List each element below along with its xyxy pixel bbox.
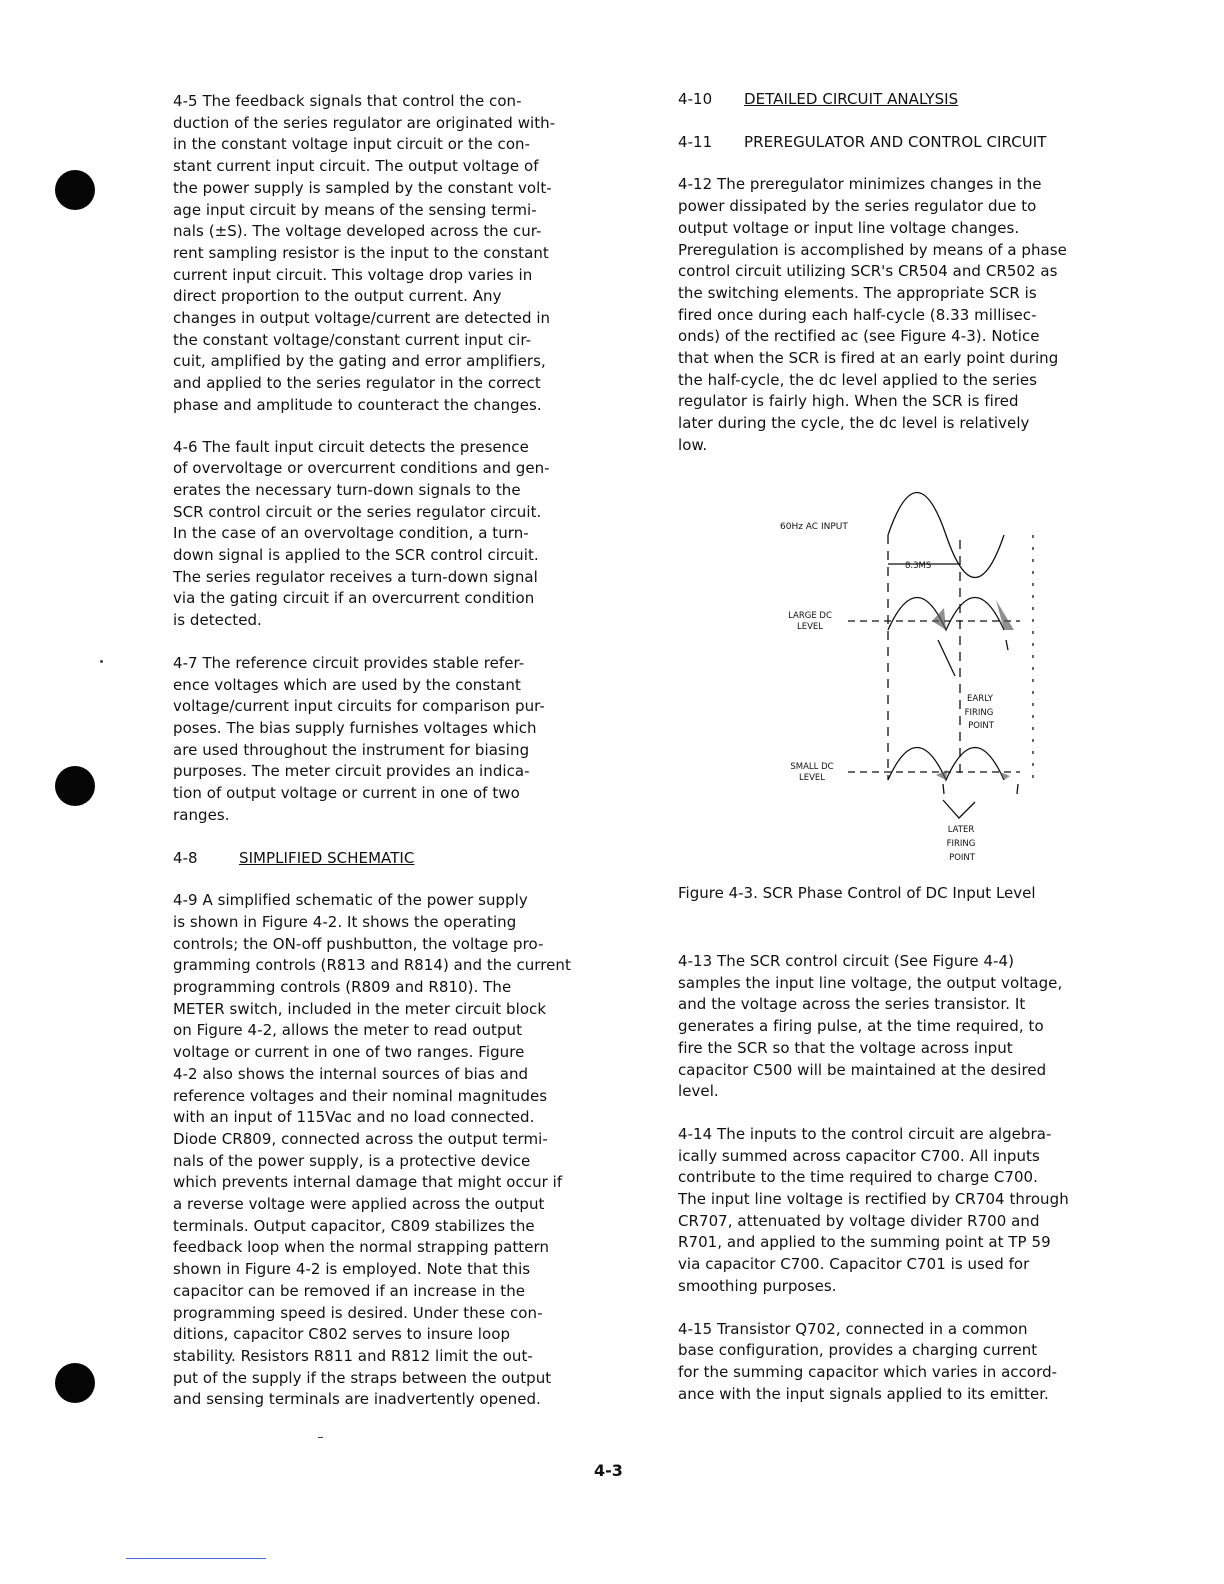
large-dc-waveform <box>888 598 1004 631</box>
section-heading-4-10: 4-10 DETAILED CIRCUIT ANALYSIS <box>678 90 959 108</box>
small-dc-label-1: SMALL DC <box>790 762 834 772</box>
later-label-3: POINT <box>949 853 975 863</box>
ac-input-label: 60Hz AC INPUT <box>780 522 848 532</box>
paragraph-4-14: 4-14 The inputs to the control circuit are algebra- ically summed across capacitor C700. All inputs contribute to the time required to charge C700. The input line voltage is rectified by CR704 through CR707, attenuated by voltage divider R700 and R701, and applied to the summing point at TP 59 via capacitor C700. Capacitor C701 is used for smoothing purposes. <box>678 1124 1069 1295</box>
binder-hole-middle <box>55 766 95 806</box>
section-heading-4-8: 4-8 SIMPLIFIED SCHEMATIC <box>173 848 415 867</box>
section-heading-4-11: 4-11 PREREGULATOR AND CONTROL CIRCUIT <box>678 132 1047 151</box>
paragraph-4-6: 4-6 The fault input circuit detects the presence of overvoltage or overcurrent conditions and gen- erates the necessary turn-down signals to the SCR control circuit or the series regulator circuit. In the case of an overvoltage condition, a turn- down signal is applied to the SCR control circuit. The series regulator receives a turn-down signal via the gating circuit if an overcurrent condition is detected. <box>173 437 550 630</box>
page-number: 4-3 <box>594 1461 623 1480</box>
large-dc-shade-1 <box>932 608 946 630</box>
early-label-2: FIRING <box>964 708 994 718</box>
left-column <box>173 91 633 1411</box>
later-firing-pointer <box>943 800 975 818</box>
right-column-lower <box>678 951 1168 1405</box>
large-dc-label-1: LARGE DC <box>788 611 832 621</box>
paragraph-4-12: 4-12 The preregulator minimizes changes in the power dissipated by the series regulator due to output voltage or input line voltage changes. Preregulation is accomplished by means of a phase control circuit utilizing SCR's CR504 and CR502 as the switching elements. The appropriate SCR is fired once during each half-cycle (8.33 millisec- onds) of the rectified ac (see Figure 4-3). Notice that when the SCR is fired at an early point during the half-cycle, the dc level applied to the series regulator is fairly high. When the SCR is fired later during the cycle, the dc level is relatively low. <box>678 175 1067 454</box>
binder-hole-bottom <box>55 1363 95 1403</box>
later-label-2: FIRING <box>946 839 976 849</box>
small-dc-label-2: LEVEL <box>798 773 826 783</box>
scan-speck <box>318 1437 323 1438</box>
period-label: 8.3MS <box>905 561 932 571</box>
scan-speck <box>100 660 103 663</box>
scr-phase-diagram <box>770 480 1070 870</box>
paragraph-4-5: 4-5 The feedback signals that control the con- duction of the series regulator are originated with- in the constant voltage input circuit or the con- stant current input circuit. The output voltage of the power supply is sampled by the constant volt- age input circuit by means of the sensing termi- nals (±S). The voltage developed across the cur- rent sampling resistor is the input to the constant current input circuit. This voltage drop varies in direct proportion to the output current. Any changes in output voltage/current are detected in the constant voltage/constant current input cir- cuit, amplified by the gating and error amplifiers, and applied to the series regulator in the correct phase and amplitude to counteract the changes. <box>173 92 556 414</box>
large-dc-label-2: LEVEL <box>796 622 824 632</box>
paragraph-4-9: 4-9 A simplified schematic of the power supply is shown in Figure 4-2. It shows the operating controls; the ON-off pushbutton, the voltage pro- gramming controls (R813 and R814) and the current programming controls (R809 and R810). The METER switch, included in the meter circuit block on Figure 4-2, allows the meter to read output voltage or current in one of two ranges. Figure 4-2 also shows the internal sources of bias and reference voltages and their nominal magnitudes with an input of 115Vac and no load connected. Diode CR809, connected across the output termi- nals of the power supply, is a protective device which prevents internal damage that might occur if a reverse voltage were applied across the output terminals. Output capacitor, C809 stabilizes the feedback loop when the normal strapping pattern shown in Figure 4-2 is employed. Note that this capacitor can be removed if an increase in the programming speed is desired. Under these con- ditions, capacitor C802 serves to insure loop stability. Resistors R811 and R812 limit the out- put of the supply if the straps between the output and sensing terminals are inadvertently opened. <box>173 891 571 1409</box>
paragraph-4-7: 4-7 The reference circuit provides stable refer- ence voltages which are used by the constant voltage/current input circuits for comparison pur- poses. The bias supply furnishes voltages which are used throughout the instrument for biasing purposes. The meter circuit provides an indica- tion of output voltage or current in one of two ranges. <box>173 653 545 824</box>
later-label-1: LATER <box>947 825 975 835</box>
early-firing-pointer <box>938 640 955 676</box>
paragraph-4-15: 4-15 Transistor Q702, connected in a common base configuration, provides a charging current for the summing capacitor which varies in accord- ance with the input signals applied to its emitter. <box>678 1319 1058 1403</box>
scan-edge-line <box>126 1558 266 1559</box>
large-dc-shade-2 <box>996 600 1014 630</box>
figure-4-3 <box>770 480 1070 870</box>
right-column <box>678 89 1158 457</box>
early-label-3: POINT <box>968 721 994 731</box>
early-label-1: EARLY <box>967 694 993 704</box>
paragraph-4-13: 4-13 The SCR control circuit (See Figure 4-4) samples the input line voltage, the output voltage, and the voltage across the series transistor. It generates a firing pulse, at the time required, to fire the SCR so that the voltage across input capacitor C500 will be maintained at the desired level. <box>678 952 1063 1101</box>
figure-caption: Figure 4-3. SCR Phase Control of DC Input Level <box>678 884 1036 902</box>
binder-hole-top <box>55 170 95 210</box>
